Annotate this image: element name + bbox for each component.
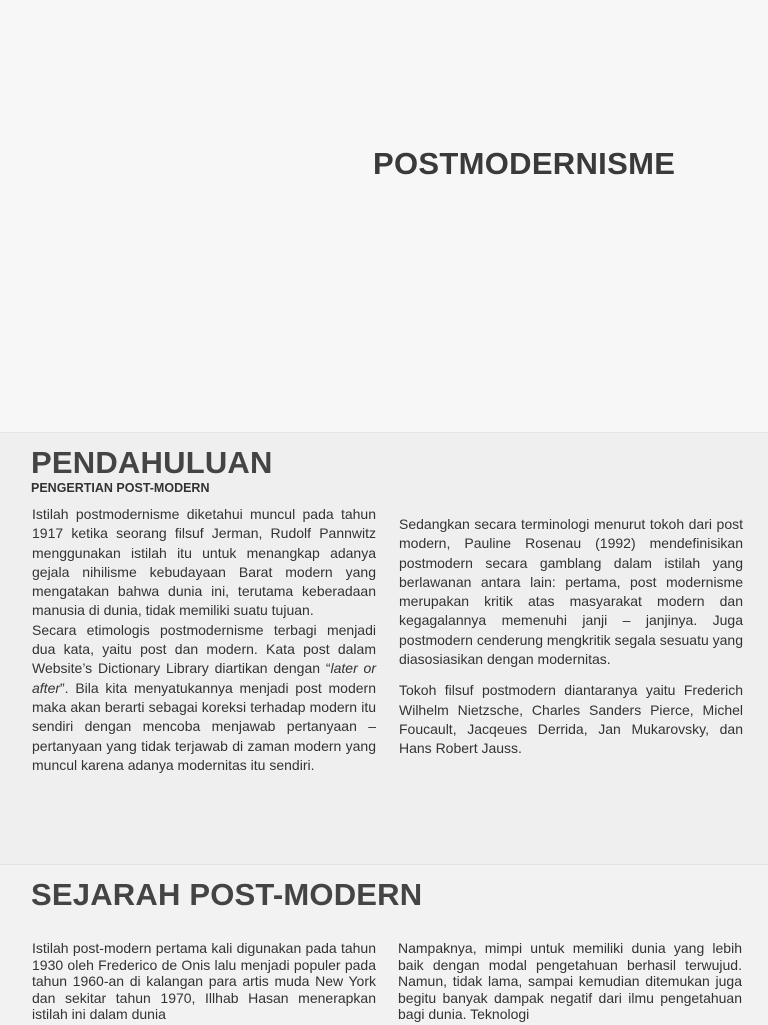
intro-subheading: PENGERTIAN POST-MODERN <box>31 481 210 495</box>
history-right-column <box>398 940 742 1023</box>
intro-left-p2-after: ”. Bila kita menyatukannya menjadi post modern maka akan berarti sebagai koreksi terhadap modern itu sendiri dengan mencoba menjawab pertanyaan – pertanyaan yang tidak terjawab di zaman modern yang muncul karena adanya modernitas itu sendiri. <box>32 679 376 773</box>
intro-left-paragraph-1: Istilah postmodernisme diketahui muncul pada tahun 1917 ketika seorang filsuf Jerman, Rudolf Pannwitz menggunakan istilah itu untuk menangkap adanya gejala nihilisme kebudayaan Barat modern yang mengatakan bahwa dunia ini, terutama keberadaan manusia di dunia, tidak memiliki suatu tujuan. <box>32 506 376 619</box>
title-slide <box>0 0 768 432</box>
intro-heading: PENDAHULUAN <box>31 445 273 480</box>
intro-right-paragraph-2: Tokoh filsuf postmodern diantaranya yaitu Frederich Wilhelm Nietzsche, Charles Sanders Pierce, Michel Foucault, Jacqeues Derrida, Jan Mukarovsky, dan Hans Robert Jauss. <box>399 682 743 757</box>
intro-slide <box>0 432 768 865</box>
history-heading: SEJARAH POST-MODERN <box>31 877 423 912</box>
intro-left-paragraph-2 <box>32 621 376 775</box>
intro-left-p2-italic: later or after <box>32 660 376 696</box>
intro-right-paragraph-1: Sedangkan secara terminologi menurut tokoh dari post modern, Pauline Rosenau (1992) mendefinisikan postmodern secara gamblang dalam istilah yang berlawanan antara lain: pertama, post modernisme merupakan kritik atas masyarakat modern dan kegagalannya memenuhi janji – janjinya. Juga postmodern cenderung mengkritik segala sesuatu yang diasosiasikan dengan modernitas. <box>399 516 743 668</box>
intro-left-column <box>32 505 376 775</box>
history-slide <box>0 864 768 1025</box>
history-right-paragraph-1: Nampaknya, mimpi untuk memiliki dunia yang lebih baik dengan modal pengetahuan berhasil terwujud. Namun, tidak lama, sampai kemudian ditemukan juga begitu banyak dampak negatif dari ilmu pengetahuan bagi dunia. Teknologi <box>398 940 742 1023</box>
intro-right-column <box>399 515 743 759</box>
main-title: POSTMODERNISME <box>373 146 676 181</box>
intro-left-p2-before: Secara etimologis postmodernisme terbagi menjadi dua kata, yaitu post dan modern. Kata post dalam Website’s Dictionary Library diartikan dengan “ <box>32 621 376 677</box>
history-left-column <box>32 940 376 1023</box>
history-left-paragraph-1: Istilah post-modern pertama kali digunakan pada tahun 1930 oleh Frederico de Onis lalu menjadi populer pada tahun 1960-an di kalangan para artis muda New York dan sekitar tahun 1970, Illhab Hasan menerapkan istilah ini dalam dunia <box>32 940 376 1023</box>
